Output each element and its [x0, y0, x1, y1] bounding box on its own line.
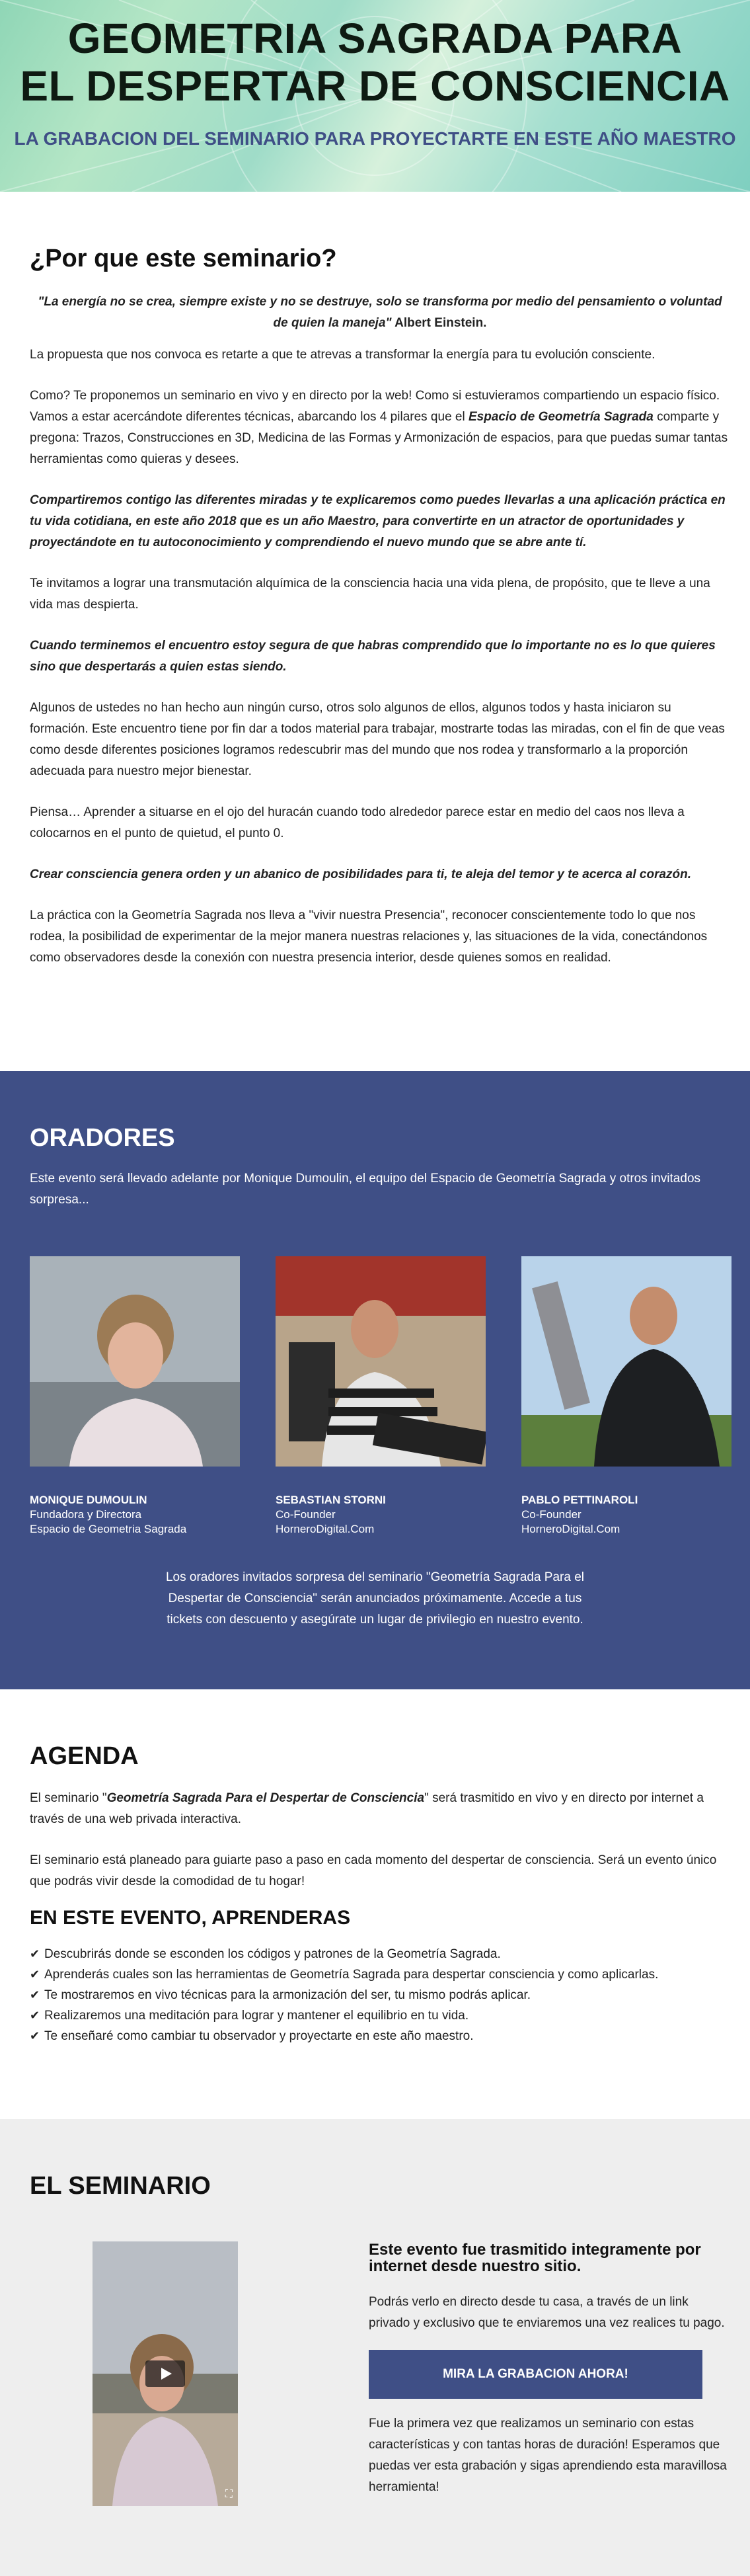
portrait-image — [276, 1256, 486, 1467]
speaker-photo-pablo — [521, 1256, 731, 1467]
learn-heading: EN ESTE EVENTO, APRENDERAS — [30, 1907, 351, 1929]
p2-text-c: comparte y pregona: Trazos, Construcciones en 3D, Medicina de las Formas y Armonización de espacios, para que puedas sumar tantas herramientas como quieras y desees. — [30, 410, 728, 466]
agenda-paragraph-1 — [30, 1788, 730, 1830]
why-content — [30, 245, 730, 969]
speaker-card-monique — [30, 1256, 240, 1537]
portrait-image — [521, 1256, 731, 1467]
speakers-intro: Este evento será llevado adelante por Monique Dumoulin, el equipo del Espacio de Geometría Sagrada y otros invitados sorpresa... — [30, 1172, 701, 1207]
why-paragraph-9: La práctica con la Geometría Sagrada nos lleva a "vivir nuestra Presencia", reconocer conscientemente todo lo que nos rodea, la posibilidad de experimentar de la mejor manera nuestras relaciones y, las situaciones de la vida, conectándonos como observadores desde la conexión con nuestra presencia interior, desde quienes somos en realidad. — [30, 908, 708, 965]
check-icon: ✔ — [30, 1988, 40, 2001]
hero-title-line1: GEOMETRIA SAGRADA PARA — [67, 15, 683, 62]
speaker-org: HorneroDigital.Com — [521, 1523, 620, 1535]
agenda-content — [30, 1742, 730, 2046]
speaker-name: MONIQUE DUMOULIN — [30, 1494, 147, 1506]
seminar-heading: EL SEMINARIO — [30, 2172, 211, 2200]
why-paragraph-1: La propuesta que nos convoca es retarte a que te atrevas a transformar la energía para tu evolución consciente. — [30, 348, 656, 362]
speaker-photo-monique — [30, 1256, 240, 1467]
agenda-paragraph-2: El seminario está planeado para guiarte paso a paso en cada momento del despertar de consciencia. Será un evento único que podrás vivir desde la comodidad de tu hogar! — [30, 1853, 717, 1888]
portrait-image — [30, 1256, 240, 1467]
learn-list — [30, 1944, 730, 2046]
list-item — [30, 2026, 730, 2046]
seminar-header — [30, 2172, 730, 2200]
fullscreen-icon[interactable]: ⛶ — [225, 2489, 233, 2500]
agenda-heading: AGENDA — [30, 1742, 139, 1770]
hero-title — [0, 15, 750, 110]
speaker-role: Co-Founder — [521, 1508, 581, 1521]
quote-author: Albert Einstein. — [391, 316, 487, 330]
list-item-text: Te mostraremos en vivo técnicas para la armonización del ser, tu mismo podrás aplicar. — [44, 1988, 531, 2002]
speaker-name: PABLO PETTINAROLI — [521, 1494, 638, 1506]
p2-highlight: Espacio de Geometría Sagrada — [468, 410, 654, 424]
check-icon: ✔ — [30, 2009, 40, 2022]
speaker-card-sebastian — [276, 1256, 486, 1537]
speaker-org: Espacio de Geometria Sagrada — [30, 1523, 187, 1535]
why-heading: ¿Por que este seminario? — [30, 245, 337, 272]
list-item — [30, 2005, 730, 2026]
seminar-section — [0, 2119, 750, 2576]
agenda-p1-c: " será trasmitido en vivo y en directo por internet a través de una web privada interactiva. — [30, 1791, 704, 1826]
why-paragraph-5: Cuando terminemos el encuentro estoy segura de que habras comprendido que lo importante no es lo que quieres sino que despertarás a quien estas siendo. — [30, 639, 716, 674]
seminar-paragraph-1: Podrás verlo en directo desde tu casa, a través de un link privado y exclusivo que te enviaremos una vez realices tu pago. — [369, 2295, 725, 2330]
why-paragraph-8: Crear consciencia genera orden y un abanico de posibilidades para ti, te aleja del temor y te acerca al corazón. — [30, 867, 692, 881]
list-item-text: Aprenderás cuales son las herramientas de Geometría Sagrada para despertar consciencia y como aplicarlas. — [44, 1968, 659, 1982]
list-item-text: Descubrirás donde se esconden los códigos y patrones de la Geometría Sagrada. — [44, 1947, 501, 1961]
speaker-card-pablo — [521, 1256, 731, 1537]
seminar-info — [369, 2241, 732, 2498]
why-paragraph-2 — [30, 385, 730, 470]
agenda-section — [0, 1689, 750, 2119]
seminar-paragraph-2: Fue la primera vez que realizamos un seminario con estas características y con tantas horas de duración! Esperamos que puedas ver esta grabación y sigas aprendiendo esta maravillosa herramienta! — [369, 2417, 727, 2494]
speakers-note: Los oradores invitados sorpresa del seminario "Geometría Sagrada Para el Despertar de Consciencia" serán anunciados próximamente. Accede a tus tickets con descuento y asegúrate un lugar de privilegio en nuestro evento. — [165, 1570, 585, 1627]
speaker-role: Co-Founder — [276, 1508, 336, 1521]
speaker-role: Fundadora y Directora — [30, 1508, 142, 1521]
why-paragraph-4: Te invitamos a lograr una transmutación alquímica de la consciencia hacia una vida plena, de propósito, que te lleve a una vida mas despierta. — [30, 577, 710, 612]
watch-recording-button[interactable]: MIRA LA GRABACION AHORA! — [369, 2350, 702, 2399]
hero-subtitle: LA GRABACION DEL SEMINARIO PARA PROYECTARTE EN ESTE AÑO MAESTRO — [14, 128, 736, 149]
seminar-subheading: Este evento fue trasmitido integramente por internet desde nuestro sitio. — [369, 2241, 701, 2275]
hero-title-line2: EL DESPERTAR DE CONSCIENCIA — [20, 62, 730, 110]
check-icon: ✔ — [30, 1947, 40, 1960]
einstein-quote — [30, 292, 730, 334]
list-item — [30, 1985, 730, 2005]
speaker-name: SEBASTIAN STORNI — [276, 1494, 386, 1506]
p2-text-a: Como? Te proponemos un seminario en vivo y en directo por la web! Como si estuvieramos compartiendo un espacio físico. Vamos a estar acercándote diferentes técnicas, abarcando los 4 pilares que el — [30, 389, 720, 424]
speaker-photo-sebastian — [276, 1256, 486, 1467]
why-paragraph-6: Algunos de ustedes no han hecho aun ningún curso, otros solo algunos de ellos, algunos todos y hasta iniciaron su formación. Este encuentro tiene por fin dar a todos material para trabajar, mostrarte todas las miradas, con el fin de que veas como desde diferentes posiciones logramos redescubrir mas del mundo que nos rodea y transformarlo a la proporción adecuada para nuestro mejor bienestar. — [30, 701, 725, 778]
list-item — [30, 1944, 730, 1964]
list-item-text: Te enseñaré como cambiar tu observador y proyectarte en este año maestro. — [44, 2029, 474, 2043]
agenda-p1-highlight: Geometría Sagrada Para el Despertar de Consciencia — [106, 1791, 425, 1805]
list-item — [30, 1964, 730, 1985]
agenda-p1-a: El seminario " — [30, 1791, 107, 1805]
why-paragraph-7: Piensa… Aprender a situarse en el ojo del huracán cuando todo alrededor parece estar en medio del caos nos lleva a colocarnos en el punto de quietud, el punto 0. — [30, 805, 685, 840]
speaker-org: HorneroDigital.Com — [276, 1523, 375, 1535]
list-item-text: Realizaremos una meditación para lograr y mantener el equilibrio en tu vida. — [44, 2009, 469, 2023]
play-button[interactable] — [145, 2360, 185, 2387]
speakers-heading: ORADORES — [30, 1124, 175, 1152]
check-icon: ✔ — [30, 1968, 40, 1981]
hero-banner — [0, 0, 750, 192]
speakers-section — [0, 1071, 750, 1689]
video-player[interactable] — [93, 2241, 238, 2506]
why-section — [0, 192, 750, 1071]
speakers-header — [30, 1124, 730, 1211]
why-paragraph-3: Compartiremos contigo las diferentes miradas y te explicaremos como puedes llevarlas a una aplicación práctica en tu vida cotidiana, en este año 2018 que es un año Maestro, para convertirte en un atractor de oportunidades y proyectándote en tu autoconocimiento y comprendiendo el nuevo mundo que se abre ante tí. — [30, 493, 726, 549]
quote-text: "La energía no se crea, siempre existe y no se destruye, solo se transforma por medio del pensamiento o voluntad de quien la maneja" — [38, 295, 722, 330]
check-icon: ✔ — [30, 2029, 40, 2042]
